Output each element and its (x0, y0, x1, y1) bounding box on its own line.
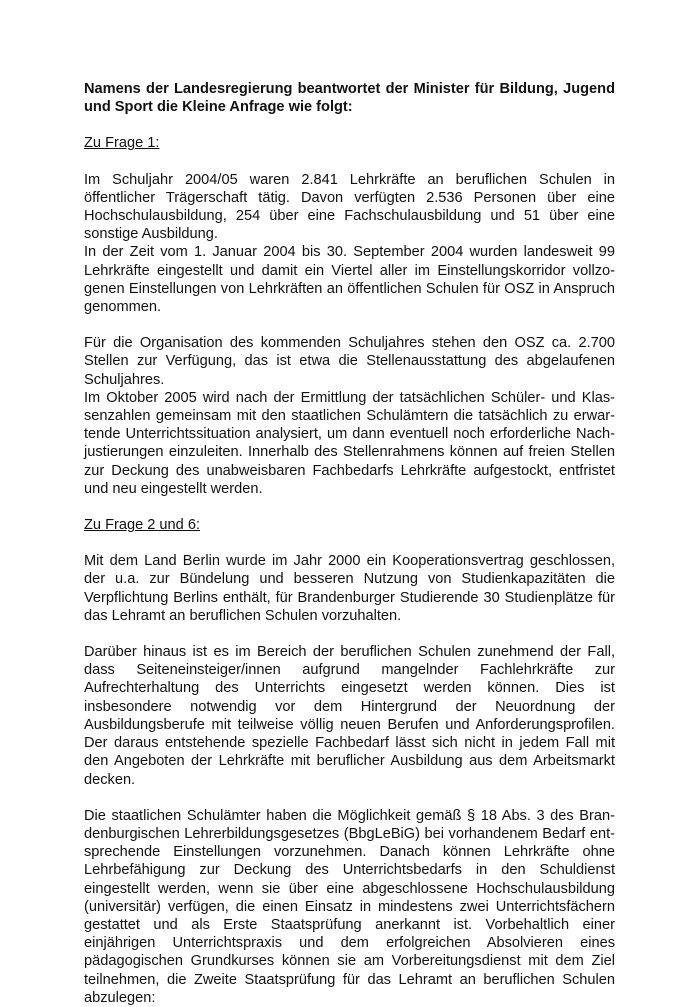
paragraph-teachers-count: Im Schuljahr 2004/05 waren 2.841 Lehrkräfte an beruflichen Schulen in öffentlicher Trägerschaft tätig. Davon verfügten 2.536 Personen über eine Hochschulausbildung, 254 über eine Fachschulausbildung und 51 über eine sonstige Ausbildung. (84, 171, 615, 243)
spacer (84, 116, 615, 134)
spacer (84, 625, 615, 643)
paragraph-positions: Für die Organisation des kommenden Schuljahres stehen den OSZ ca. 2.700 Stellen zur Verfügung, das ist etwa die Stellenausstattung des abgelaufenen Schuljahres. (84, 335, 615, 388)
spacer (84, 789, 615, 807)
document-page (84, 80, 615, 1007)
paragraph-school-authorities: Die staatlichen Schulämter haben die Möglichkeit gemäß § 18 Abs. 3 des Brandenburgischen Lehrerbildungsgesetzes (BbgLeBiG) bei vorhandenem Bedarf entsprechende Einstellungen vorzunehmen. Danach können Lehrkräfte ohne Lehrbefähigung zur Deckung des Unterrichtsbedarfs in den Schuldienst eingestellt werden, wenn sie über eine abgeschlossene Hochschulausbildung (universitär) verfügen, die einen Einsatz in mindestens zwei Unterrichtsfächern gestattet und als Erste Staatsprüfung anerkannt ist. Vorbehaltlich einer einjährigen Unterrichtspraxis und dem erfolgreichen Absolvieren eines pädagogischen Grundkurses können sie am Vorbereitungsdienst mit dem Ziel teilnehmen, die Zweite Staatsprüfung für das Lehramt an beruflichen Schulen abzulegen: (84, 807, 615, 1006)
spacer (84, 498, 615, 516)
question-2-6-heading: Zu Frage 2 und 6: (84, 517, 201, 534)
intro-statement: Namens der Landesregierung beantwortet der Minister für Bildung, Jugend und Sport die Kleine Anfrage wie folgt: (84, 81, 615, 116)
spacer (84, 153, 615, 171)
paragraph-october-2005: Im Oktober 2005 wird nach der Ermittlung der tatsächlichen Schüler- und Klassenzahlen gemeinsam mit den staatlichen Schulämtern die tatsächlich zu erwartende Unterrichtssituation analysiert, um dann eventuell noch erforderliche Nachjustierungen einzuleiten. Innerhalb des Stellenrahmens können auf freien Stellen zur Deckung des unabweisbaren Fachbedarfs Lehrkräfte aufgestockt, entfristet und neu eingestellt werden. (84, 389, 615, 497)
spacer (84, 316, 615, 334)
paragraph-hiring-2004: In der Zeit vom 1. Januar 2004 bis 30. September 2004 wurden landesweit 99 Lehrkräfte eingestellt und damit ein Viertel aller im Einstellungskorridor vollzogenen Einstellungen von Lehrkräften an öffentlichen Schulen für OSZ in Anspruch genommen. (84, 244, 615, 316)
spacer (84, 534, 615, 552)
paragraph-lateral-entrants: Darüber hinaus ist es im Bereich der beruflichen Schulen zunehmend der Fall, dass Seiteneinsteiger/innen aufgrund mangelnder Fachlehrkräfte zur Aufrechterhaltung des Unterrichts eingesetzt werden können. Dies ist insbesondere notwendig vor dem Hintergrund der Neuordnung der Ausbildungsberufe mit teilweise völlig neuen Berufen und Anforderungsprofilen. Der daraus entstehende spezielle Fachbedarf lässt sich nicht in jedem Fall mit den Angeboten der Lehrkräfte mit beruflicher Ausbildung aus dem Arbeitsmarkt decken. (84, 644, 615, 788)
paragraph-berlin-cooperation: Mit dem Land Berlin wurde im Jahr 2000 ein Kooperationsvertrag geschlossen, der u.a. zur Bündelung und besseren Nutzung von Studienkapazitäten die Verpflichtung Berlins enthält, für Brandenburger Studierende 30 Studienplätze für das Lehramt an beruflichen Schulen vorzuhalten. (84, 553, 615, 624)
question-1-heading: Zu Frage 1: (84, 135, 160, 152)
